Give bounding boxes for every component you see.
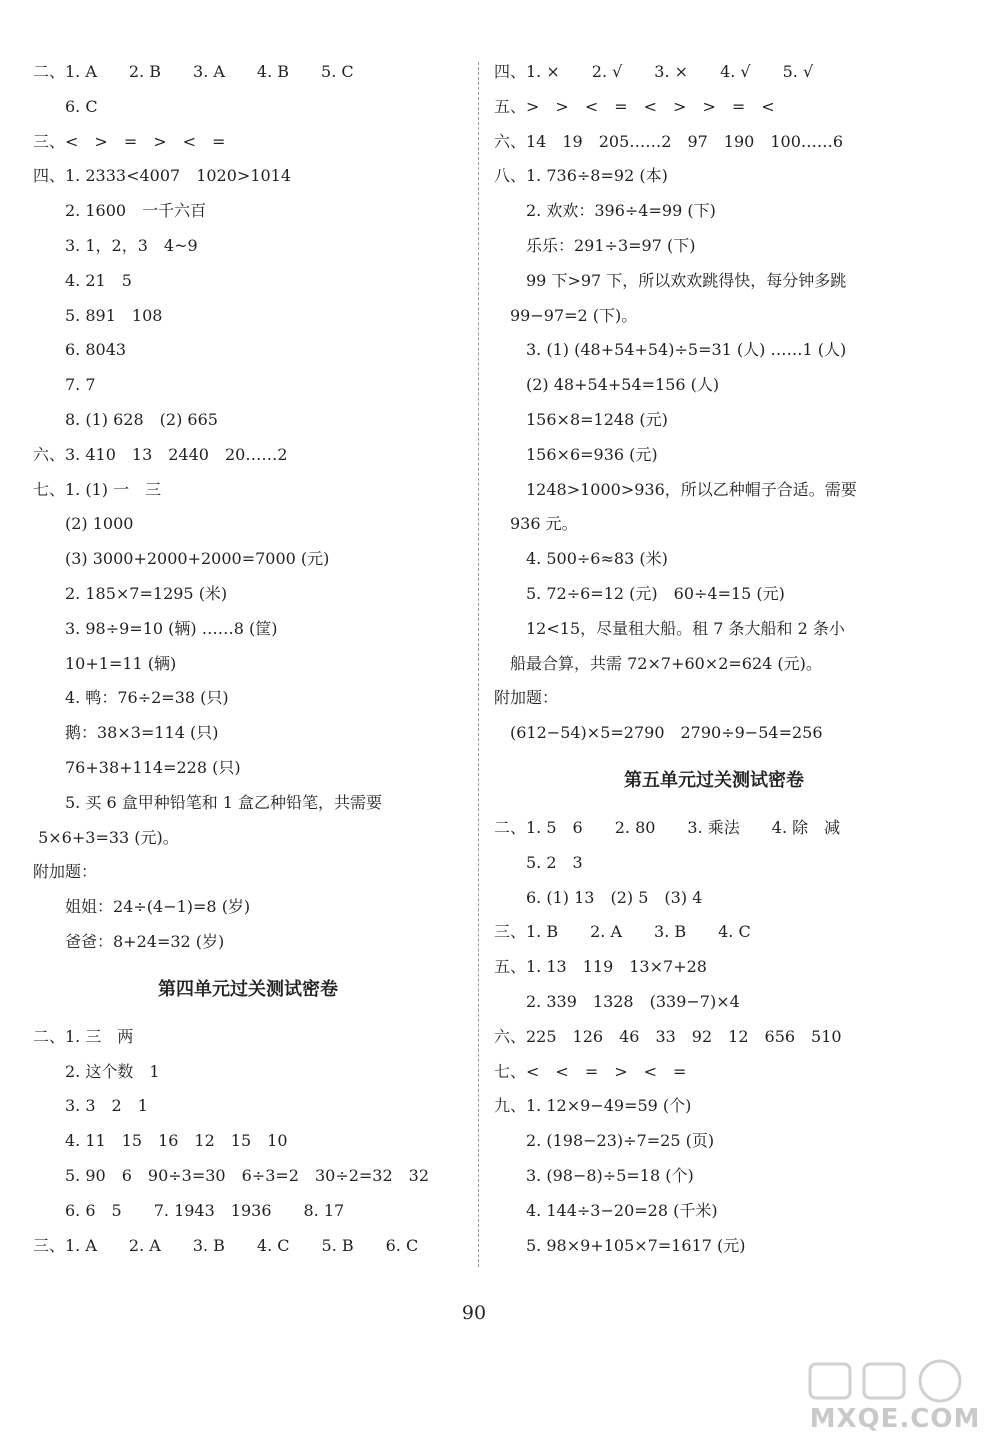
answer-line: 八、1. 736÷8=92 (本): [494, 166, 668, 186]
answer-line: 10+1=11 (辆): [33, 653, 177, 673]
answer-line: 2. 这个数 1: [33, 1061, 160, 1081]
answer-line: 5×6+3=33 (元)。: [33, 827, 179, 847]
answer-line: 乐乐：291÷3=97 (下): [494, 235, 696, 255]
answer-line: 二、1. A 2. B 3. A 4. B 5. C: [33, 62, 354, 81]
answer-line: (3) 3000+2000+2000=7000 (元): [33, 549, 330, 569]
answer-line: 2. 1600 一千六百: [33, 201, 207, 221]
answer-line: 12<15，尽量租大船。租 7 条大船和 2 条小: [494, 618, 845, 638]
answer-line: 4. 500÷6≈83 (米): [494, 549, 668, 569]
section-title: 第四单元过关测试密卷: [158, 978, 338, 1000]
answer-line: (612−54)×5=2790 2790÷9−54=256: [494, 723, 823, 743]
answer-line: 4. 11 15 16 12 15 10: [33, 1131, 288, 1151]
answer-line: 6. (1) 13 (2) 5 (3) 4: [494, 887, 703, 907]
answer-line: 船最合算，共需 72×7+60×2=624 (元)。: [494, 653, 822, 673]
answer-line: 6. C: [33, 96, 98, 116]
answer-line: 5. 2 3: [494, 852, 583, 872]
answer-line: 四、1. 2333<4007 1020>1014: [33, 166, 292, 186]
answer-line: 99−97=2 (下)。: [494, 305, 638, 325]
answer-line: 2. 欢欢：396÷4=99 (下): [494, 201, 716, 221]
right-column: [494, 55, 934, 1263]
answer-line: 爸爸：8+24=32 (岁): [33, 931, 225, 951]
page-number: 90: [461, 1302, 487, 1324]
answer-line: 6. 8043: [33, 340, 127, 360]
answer-line: 七、1. (1) 一 三: [33, 479, 162, 499]
watermark-url: MXQE.COM: [809, 1404, 981, 1434]
answer-line: 五、1. 13 119 13×7+28: [494, 957, 707, 977]
answer-line: 三、1. B 2. A 3. B 4. C: [494, 922, 751, 942]
answer-line: 3. 1，2，3 4~9: [33, 235, 198, 255]
answer-line: 六、225 126 46 33 92 12 656 510: [494, 1026, 842, 1046]
answer-line: 附加题：: [33, 862, 98, 882]
answer-line: 8. (1) 628 (2) 665: [33, 409, 218, 429]
answer-line: 5. 98×9+105×7=1617 (元): [494, 1235, 746, 1255]
answer-line: 936 元。: [494, 514, 578, 534]
answer-line: 99 下>97 下，所以欢欢跳得快，每分钟多跳: [494, 270, 847, 290]
answer-line: 5. 72÷6=12 (元) 60÷4=15 (元): [494, 583, 785, 603]
answer-line: 七、< < = > < =: [494, 1061, 687, 1081]
answer-line: (2) 1000: [33, 514, 134, 534]
answer-line: 二、1. 三 两: [33, 1026, 134, 1046]
section-title: 第五单元过关测试密卷: [624, 769, 804, 791]
answer-line: 五、> > < = < > > = <: [494, 96, 775, 116]
answer-line: 76+38+114=228 (只): [33, 757, 241, 777]
watermark-logo: [800, 1356, 990, 1444]
answer-line: 姐姐：24÷(4−1)=8 (岁): [33, 897, 251, 917]
answer-line: 三、1. A 2. A 3. B 4. C 5. B 6. C: [33, 1235, 419, 1255]
answer-line: 附加题：: [494, 688, 559, 708]
answer-line: 二、1. 5 6 2. 80 3. 乘法 4. 除 减: [494, 817, 841, 837]
answer-line: (2) 48+54+54=156 (人): [494, 375, 720, 395]
column-divider: [478, 62, 479, 1267]
left-column: [33, 55, 463, 1263]
answer-line: 3. 3 2 1: [33, 1096, 148, 1116]
answer-line: 四、1. × 2. √ 3. × 4. √ 5. √: [494, 62, 814, 81]
watermark-logo-icon: [800, 1356, 990, 1406]
answer-line: 156×8=1248 (元): [494, 409, 668, 429]
answer-line: 6. 6 5 7. 1943 1936 8. 17: [33, 1200, 345, 1220]
answer-line: 7. 7: [33, 375, 96, 395]
answer-line: 5. 891 108: [33, 305, 163, 325]
answer-line: 六、3. 410 13 2440 20……2: [33, 444, 288, 464]
answer-line: 1248>1000>936，所以乙种帽子合适。需要: [494, 479, 857, 499]
answer-line: 4. 鸭：76÷2=38 (只): [33, 688, 229, 708]
answer-line: 5. 买 6 盒甲种铅笔和 1 盒乙种铅笔，共需要: [33, 792, 383, 812]
answer-line: 3. (1) (48+54+54)÷5=31 (人) ……1 (人): [494, 340, 847, 360]
answer-line: 4. 21 5: [33, 270, 132, 290]
answer-line: 鹅：38×3=114 (只): [33, 723, 219, 743]
answer-line: 三、< > = > < =: [33, 131, 226, 151]
answer-line: 2. (198−23)÷7=25 (页): [494, 1131, 715, 1151]
answer-line: 六、14 19 205……2 97 190 100……6: [494, 131, 844, 151]
answer-line: 3. (98−8)÷5=18 (个): [494, 1165, 694, 1185]
answer-line: 4. 144÷3−20=28 (千米): [494, 1200, 718, 1220]
answer-line: 156×6=936 (元): [494, 444, 658, 464]
answer-line: 九、1. 12×9−49=59 (个): [494, 1096, 692, 1116]
answer-line: 3. 98÷9=10 (辆) ……8 (筐): [33, 618, 278, 638]
answer-line: 2. 185×7=1295 (米): [33, 583, 228, 603]
answer-line: 2. 339 1328 (339−7)×4: [494, 991, 740, 1011]
answer-line: 5. 90 6 90÷3=30 6÷3=2 30÷2=32 32: [33, 1165, 430, 1185]
